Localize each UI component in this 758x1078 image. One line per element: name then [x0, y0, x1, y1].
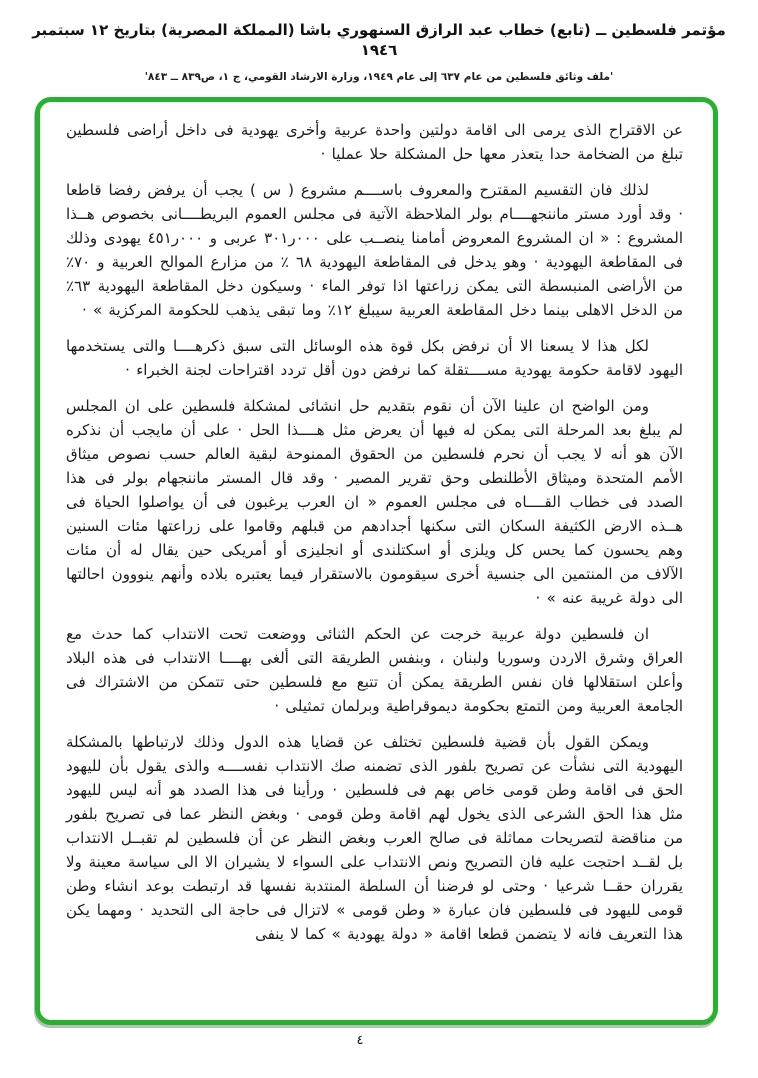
source-citation: 'ملف وثائق فلسطين من عام ٦٣٧ إلى عام ١٩٤٩، وزارة الارشاد القومي، ج ١، ص٨٣٩ ــ ٨٤٣' [144, 71, 614, 83]
page-number: ٤ [356, 1033, 364, 1048]
document-header [0, 0, 758, 83]
body-paragraph: عن الاقتراح الذى يرمى الى اقامة دولتين واحدة عربية وأخرى يهودية فى داخل أراضى فلسطين تبلغ من الضخامة حدا يتعذر معها حل المشكلة حلا عمليا · [66, 121, 683, 163]
body-paragraph: ومن الواضح ان علينا الآن أن نقوم بتقديم حل انشائى لمشكلة فلسطين على ان المجلس لم يبلغ بعد المرحلة التى يمكن له فيها أن يعرض مثل هــــذا الحل · على أن مايجب أن نذكره الآن هو أنه لا يجب أن نحرم فلسطين من الحقوق الممنوحة لبقية العالم حسب نصوص ميثاق الأمم المتحدة وميثاق الأطلنطى وحق تقرير المصير · وقد قال المستر ماننجهام بولر فى هذا الصدد فى خطاب القــــاه فى مجلس العموم « ان العرب يرغبون فى أن يواصلوا الحياة فى هــذه الارض الكثيفة السكان التى سكنها أجدادهم من قبلهم وقاموا على زراعتها مئات السنين وهم يحسون كما يحس كل ويلزى أو اسكتلندى أو انجليزى أو أمريكى حين يقال له أن مئات الآلاف من المنتمين الى جنسية أخرى سيقومون بالاستقرار فيما يعتبره بلاده وأنهم ينووون احالتها الى دولة غريبة عنه » · [66, 397, 683, 607]
body-paragraph: ان فلسطين دولة عربية خرجت عن الحكم الثنائى ووضعت تحت الانتداب كما حدث مع العراق وشرق الاردن وسوريا ولبنان ، وبنفس الطريقة التى ألغى بهــــا الانتداب فى هذه البلاد وأعلن استقلالها فان نفس الطريقة يمكن أن تتبع مع فلسطين حتى تتمكن من الاشتراك فى الجامعة العربية ومن التمتع بحكومة ديموقراطية وبرلمان تمثيلى · [66, 625, 683, 715]
document-footer [0, 1033, 720, 1048]
body-paragraph: ويمكن القول بأن قضية فلسطين تختلف عن قضايا هذه الدول وذلك لارتباطها بالمشكلة اليهودية التى نشأت عن تصريح بلفور الذى تضمنه صك الانتداب نفســــه والذى يقول بأن لليهود الحق فى اقامة وطن قومى خاص بهم فى فلسطين · ورأينا فى هذا الصدد هو أنه ليس لليهود مثل هذا الحق الشرعى الذى يخول لهم اقامة وطن قومى · وبغض النظر عما فى تصريح بلفور من مناقضة لتصريحات مماثلة فى صالح العرب وبغض النظر عن أن فلسطين لم تقبــل الانتداب بل لقــد احتجت عليه فان التصريح ونص الانتداب على السواء لا يشيران الا الى سياسة معينة ولا يقرران حقــا شرعيا · وحتى لو فرضنا أن السلطة المنتدبة نفسها قد ارتبطت بوعد انشاء وطن قومى لليهود فى فلسطين فان عبارة « وطن قومى » لاتزال فى حاجة الى التحديد · ومهما يكن هذا التعريف فانه لا يتضمن قطعا اقامة « دولة يهودية » كما لا ينفى [66, 733, 683, 943]
page-title: مؤتمر فلسطين ــ (تابع) خطاب عبد الرازق السنهوري باشا (المملكة المصرية) بتاريخ ١٢ سبتمبر ١٩٤٦ [32, 21, 726, 59]
green-border-frame [35, 97, 718, 1025]
body-paragraph: لكل هذا لا يسعنا الا أن نرفض بكل قوة هذه الوسائل التى سبق ذكرهــــا والتى يستخدمها اليهود لاقامة حكومة يهودية مســــتقلة كما نرفض دون أقل تردد اقتراحات لجنة الخبراء · [66, 337, 683, 379]
body-paragraph: لذلك فان التقسيم المقترح والمعروف باســــم مشروع ( س ) يجب أن يرفض رفضا قاطعا · وقد أورد مستر ماننجهــــام بولر الملاحظة الآتية فى مجلس العموم البريطــــانى بخصوص هــذا المشروع : « ان المشروع المعروض أمامنا ينصــب على ‭٣٠١ر٠٠٠‬ عربى و ‭٤٥١ر٠٠٠‬ يهودى وذلك فى المقاطعة اليهودية · وهو يدخل فى المقاطعة اليهودية ٦٨ ٪ من مزارع الموالح العربية و ٧٠٪ من الأراضى المنبسطة التى يمكن زراعتها اذا توفر الماء · وسيكون دخل المقاطعة اليهودية ٦٣٪ من الدخل الاهلى بينما دخل المقاطعة العربية سيبلغ ١٢٪ وما تبقى يذهب للحكومة المركزية » · [66, 181, 684, 319]
